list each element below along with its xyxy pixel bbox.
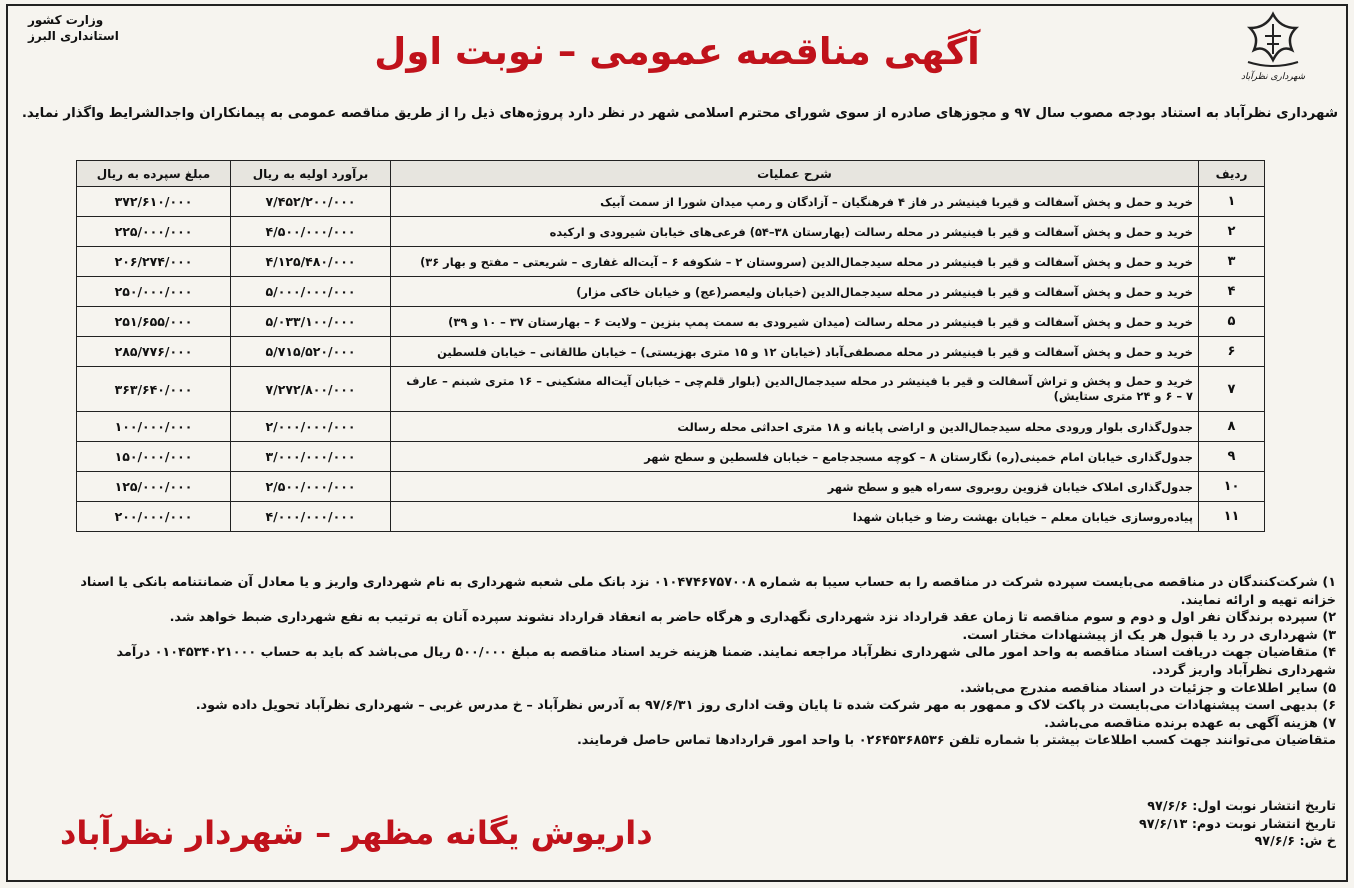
row-estimate: ۲/۵۰۰/۰۰۰/۰۰۰ bbox=[231, 472, 391, 502]
row-number: ۱۱ bbox=[1199, 502, 1265, 532]
condition-item: ۲) سپرده برندگان نفر اول و دوم و سوم مناقصه تا زمان عقد قرارداد نزد شهرداری نگهداری و هرگاه حاضر به انعقاد قرارداد نشوند سپرده آنان به ترتیب به نفع شهرداری ضبط خواهد شد. bbox=[169, 610, 1336, 626]
first-publication-date: تاریخ انتشار نوبت اول: ۹۷/۶/۶ bbox=[1147, 799, 1336, 814]
row-description: خرید و حمل و پخش آسفالت و قیر با فینیشر در محله مصطفی‌آباد (خیابان ۱۲ و ۱۵ متری بهزیستی) – خیابان طالقانی – خیابان فلسطین bbox=[391, 337, 1199, 367]
row-estimate: ۷/۲۷۲/۸۰۰/۰۰۰ bbox=[231, 367, 391, 412]
table-row bbox=[77, 367, 1265, 412]
projects-table bbox=[76, 160, 1265, 532]
table-row bbox=[77, 187, 1265, 217]
row-number: ۱ bbox=[1199, 187, 1265, 217]
table-header-row bbox=[77, 161, 1265, 187]
col-header-description: شرح عملیات bbox=[391, 161, 1199, 187]
condition-item: ۶) بدیهی است پیشنهادات می‌بایست در پاکت لاک و ممهور به مهر شرکت شده تا پایان وقت اداری روز ۹۷/۶/۳۱ به آدرس نظرآباد – خ مدرس غربی – شهرداری نظرآباد تحویل داده شود. bbox=[195, 698, 1336, 714]
row-number: ۲ bbox=[1199, 217, 1265, 247]
row-number: ۸ bbox=[1199, 412, 1265, 442]
condition-item: ۱) شرکت‌کنندگان در مناقصه می‌بایست سپرده شرکت در مناقصه را به حساب سیبا به شماره ۰۱۰۴۷۴۶۷۵۷۰۰۸ نزد بانک ملی شعبه شهرداری به نام شهرداری واریز و یا معادل آن ضمانتنامه بانکی یا اسناد خزانه تهیه و ارائه نمایند. bbox=[80, 575, 1336, 608]
table-row bbox=[77, 247, 1265, 277]
mayor-signature: داریوش یگانه مظهر – شهردار نظرآباد bbox=[60, 814, 653, 852]
row-description: جدول‌گذاری بلوار ورودی محله سیدجمال‌الدین و اراضی پایانه و ۱۸ متری احداثی محله رسالت bbox=[391, 412, 1199, 442]
row-deposit: ۲۰۰/۰۰۰/۰۰۰ bbox=[77, 502, 231, 532]
condition-item: ۵) سایر اطلاعات و جزئیات در اسناد مناقصه مندرج می‌باشد. bbox=[960, 680, 1336, 696]
notice-code: خ ش: ۹۷/۶/۶ bbox=[1254, 834, 1336, 850]
row-deposit: ۳۷۲/۶۱۰/۰۰۰ bbox=[77, 187, 231, 217]
table-row bbox=[77, 442, 1265, 472]
table-row bbox=[77, 277, 1265, 307]
row-description: خرید و حمل و پخش آسفالت و قیر با فینیشر در محله رسالت (میدان شیرودی به سمت پمپ بنزین – ولایت ۶ – بهارستان ۳۷ – ۱۰ و ۳۹) bbox=[391, 307, 1199, 337]
table-row bbox=[77, 217, 1265, 247]
row-description: جدول‌گذاری خیابان امام خمینی(ره) نگارستان ۸ – کوچه مسجدجامع – خیابان فلسطین و سطح شهر bbox=[391, 442, 1199, 472]
row-number: ۹ bbox=[1199, 442, 1265, 472]
publication-dates bbox=[976, 798, 1336, 851]
table-row bbox=[77, 307, 1265, 337]
row-description: خرید و حمل و پخش آسفالت و قیر با فینیشر در محله رسالت (بهارستان ۳۸–۵۴) فرعی‌های خیابان شیرودی و ارکیده bbox=[391, 217, 1199, 247]
row-estimate: ۵/۰۳۳/۱۰۰/۰۰۰ bbox=[231, 307, 391, 337]
row-number: ۶ bbox=[1199, 337, 1265, 367]
col-header-deposit: مبلغ سپرده به ریال bbox=[77, 161, 231, 187]
table-row bbox=[77, 472, 1265, 502]
logo-caption: شهرداری نظرآباد bbox=[1240, 72, 1306, 82]
row-description: خرید و حمل و پخش آسفالت و قیربا فینیشر در فاز ۴ فرهنگیان – آزادگان و رمپ میدان شورا از سمت آبیک bbox=[391, 187, 1199, 217]
row-deposit: ۲۵۱/۶۵۵/۰۰۰ bbox=[77, 307, 231, 337]
row-estimate: ۳/۰۰۰/۰۰۰/۰۰۰ bbox=[231, 442, 391, 472]
ministry-name: وزارت کشور bbox=[28, 13, 104, 27]
table-row bbox=[77, 337, 1265, 367]
row-deposit: ۲۵۰/۰۰۰/۰۰۰ bbox=[77, 277, 231, 307]
second-publication-date: تاریخ انتشار نوبت دوم: ۹۷/۶/۱۳ bbox=[1138, 816, 1336, 832]
row-number: ۴ bbox=[1199, 277, 1265, 307]
row-deposit: ۲۸۵/۷۷۶/۰۰۰ bbox=[77, 337, 231, 367]
row-number: ۷ bbox=[1199, 367, 1265, 412]
col-header-estimate: برآورد اولیه به ریال bbox=[231, 161, 391, 187]
row-estimate: ۲/۰۰۰/۰۰۰/۰۰۰ bbox=[231, 412, 391, 442]
row-description: خرید و حمل و پخش و تراش آسفالت و قیر با فینیشر در محله سیدجمال‌الدین (بلوار قلم‌چی – خیابان آیت‌اله مشکینی – ۱۶ متری شبنم – عارف ۷ – ۶ و ۲۴ متری ستایش) bbox=[391, 367, 1199, 412]
row-estimate: ۴/۰۰۰/۰۰۰/۰۰۰ bbox=[231, 502, 391, 532]
row-estimate: ۴/۱۲۵/۴۸۰/۰۰۰ bbox=[231, 247, 391, 277]
row-description: پیاده‌روسازی خیابان معلم – خیابان بهشت رضا و خیابان شهدا bbox=[391, 502, 1199, 532]
row-number: ۵ bbox=[1199, 307, 1265, 337]
table-row bbox=[77, 412, 1265, 442]
contact-note: متقاضیان می‌توانند جهت کسب اطلاعات بیشتر با شماره تلفن ۰۲۶۴۵۳۶۸۵۳۶ با واحد امور قراردادها تماس حاصل فرمایند. bbox=[576, 733, 1336, 749]
row-description: جدول‌گذاری املاک خیابان قزوین روبروی سه‌راه هیو و سطح شهر bbox=[391, 472, 1199, 502]
condition-item: ۴) متقاضیان جهت دریافت اسناد مناقصه به واحد امور مالی شهرداری نظرآباد مراجعه نمایند. ضمنا هزینه خرید اسناد مناقصه به مبلغ ۵۰۰/۰۰۰ ریال می‌باشد که باید به حساب ۰۱۰۴۵۳۴۰۲۱۰۰۰ درآمد شهرداری نظرآباد واریز گردد. bbox=[116, 645, 1336, 678]
row-deposit: ۱۰۰/۰۰۰/۰۰۰ bbox=[77, 412, 231, 442]
conditions-list bbox=[64, 574, 1336, 750]
row-estimate: ۷/۴۵۲/۲۰۰/۰۰۰ bbox=[231, 187, 391, 217]
intro-paragraph: شهرداری نظرآباد به استناد بودجه مصوب سال ۹۷ و مجوزهای صادره از سوی شورای محترم اسلامی شهر در نظر دارد پروژه‌های ذیل را از طریق مناقصه عمومی به پیمانکاران واجدالشرایط واگذار نماید. bbox=[21, 106, 1338, 121]
governorate-name: استانداری البرز bbox=[28, 29, 119, 43]
row-deposit: ۳۶۳/۶۴۰/۰۰۰ bbox=[77, 367, 231, 412]
row-number: ۱۰ bbox=[1199, 472, 1265, 502]
table-row bbox=[77, 502, 1265, 532]
row-deposit: ۲۲۵/۰۰۰/۰۰۰ bbox=[77, 217, 231, 247]
condition-item: ۷) هزینه آگهی به عهده برنده مناقصه می‌باشد. bbox=[1044, 715, 1336, 731]
row-estimate: ۵/۰۰۰/۰۰۰/۰۰۰ bbox=[231, 277, 391, 307]
row-deposit: ۲۰۶/۲۷۴/۰۰۰ bbox=[77, 247, 231, 277]
row-estimate: ۵/۷۱۵/۵۲۰/۰۰۰ bbox=[231, 337, 391, 367]
col-header-row-number: ردیف bbox=[1199, 161, 1265, 187]
row-deposit: ۱۲۵/۰۰۰/۰۰۰ bbox=[77, 472, 231, 502]
row-number: ۳ bbox=[1199, 247, 1265, 277]
notice-title: آگهی مناقصه عمومی – نوبت اول bbox=[374, 30, 980, 73]
row-description: خرید و حمل و پخش آسفالت و قیر با فینیشر در محله سیدجمال‌الدین (خیابان ولیعصر(عج) و خیابان خاکی مزار) bbox=[391, 277, 1199, 307]
row-description: خرید و حمل و پخش آسفالت و قیر با فینیشر در محله سیدجمال‌الدین (سروستان ۲ – شکوفه ۶ – آیت‌اله غفاری – شریعتی – مفتح و بهار ۳۶) bbox=[391, 247, 1199, 277]
row-deposit: ۱۵۰/۰۰۰/۰۰۰ bbox=[77, 442, 231, 472]
row-estimate: ۴/۵۰۰/۰۰۰/۰۰۰ bbox=[231, 217, 391, 247]
condition-item: ۳) شهرداری در رد یا قبول هر یک از پیشنهادات مختار است. bbox=[962, 627, 1336, 643]
